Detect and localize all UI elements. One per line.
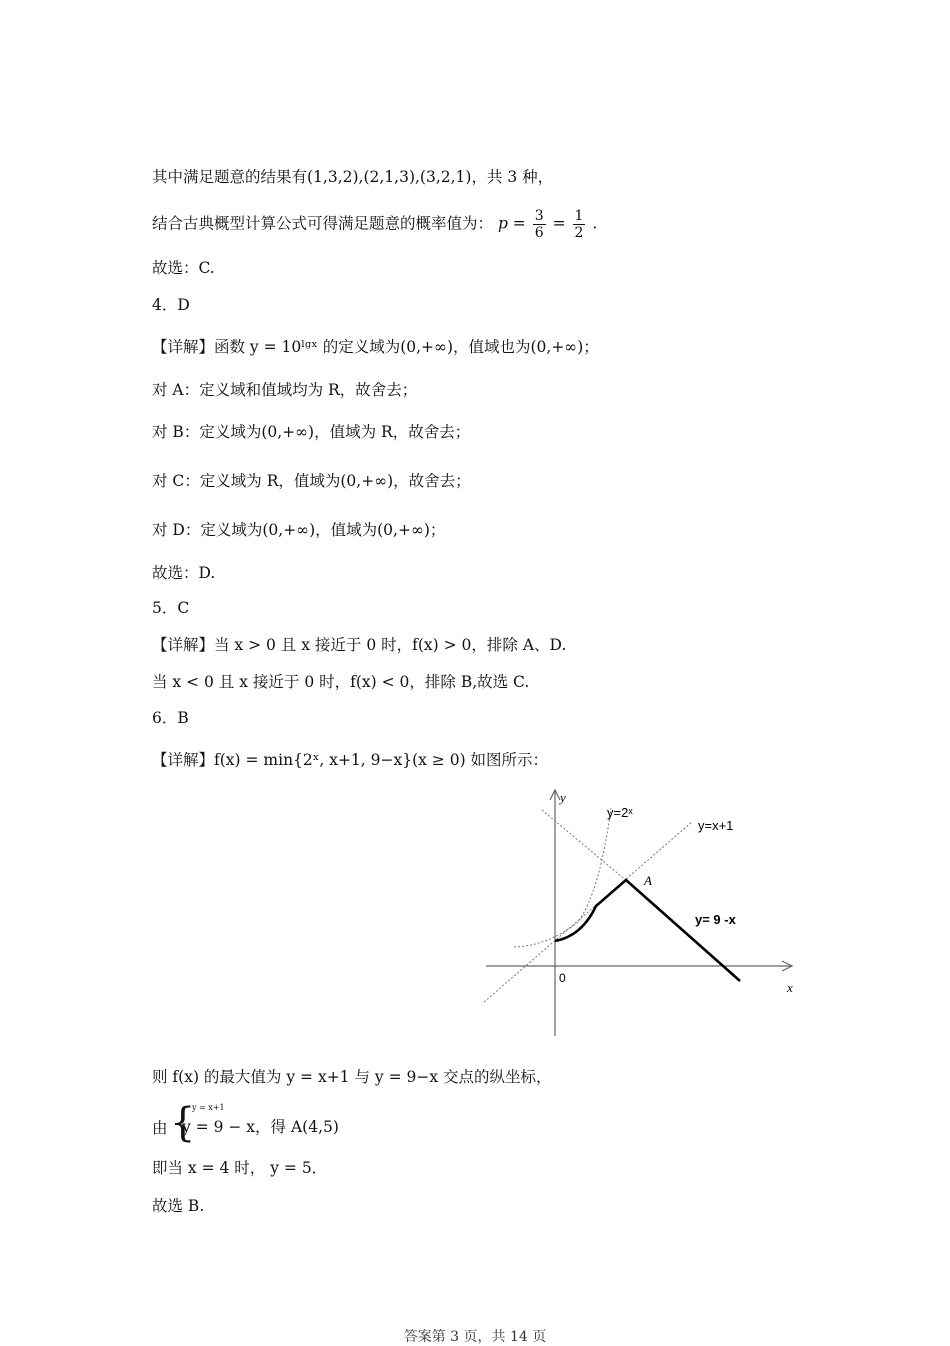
system-equation-top: y = x+1 (192, 1103, 225, 1112)
label-point-a: A (644, 873, 652, 888)
equals-sign: = (552, 214, 566, 233)
label-exponential: y=2ˣ (607, 805, 633, 820)
question-6-heading: 6．B (152, 709, 189, 727)
system-lead: 由 (152, 1119, 168, 1137)
text-line-detail-5b: 当 x < 0 且 x 接近于 0 时，f(x) < 0，排除 B,故选 C. (152, 673, 530, 691)
fraction-3-6 (533, 208, 546, 241)
label-x-axis: x (787, 980, 793, 995)
probability-text: 结合古典概型计算公式可得满足题意的概率值为： (152, 214, 494, 233)
fraction-1-2 (573, 208, 586, 241)
fraction-denominator: 6 (534, 225, 544, 241)
text-line-detail-4: 【详解】函数 y = 10ˡᵍˣ 的定义域为(0,+∞)，值域也为(0,+∞)； (152, 338, 599, 356)
text-line-probability (152, 208, 597, 241)
function-graph (478, 786, 798, 1042)
text-line-option-c: 对 C：定义域为 R，值域为(0,+∞)，故舍去； (152, 472, 471, 490)
page-footer: 答案第 3 页，共 14 页 (403, 1329, 547, 1345)
text-line-answer-d: 故选：D. (152, 564, 216, 582)
fraction-numerator: 1 (574, 208, 584, 224)
label-9-minus-x: y= 9 -x (695, 912, 736, 927)
text-line-answer-b: 故选 B. (152, 1197, 205, 1215)
fraction-numerator: 3 (534, 208, 544, 224)
text-line-option-a: 对 A：定义域和值域均为 R，故舍去； (152, 381, 418, 399)
label-x-plus-1: y=x+1 (698, 818, 734, 833)
left-brace-icon: { (170, 1100, 196, 1146)
question-5-heading: 5．C (152, 599, 190, 617)
text-line-max-value: 则 f(x) 的最大值为 y = x+1 与 y = 9−x 交点的纵坐标， (152, 1068, 552, 1086)
text-line-when-x-4: 即当 x = 4 时， y = 5． (152, 1159, 328, 1177)
text-line-answer-c: 故选：C. (152, 259, 215, 277)
text-line-detail-6: 【详解】f(x) = min{2ˣ, x+1, 9−x}(x ≥ 0) 如图所示： (152, 751, 549, 769)
probability-p: p = (497, 214, 526, 233)
text-line-detail-5a: 【详解】当 x > 0 且 x 接近于 0 时，f(x) > 0，排除 A、D. (152, 636, 567, 654)
text-line-option-d: 对 D：定义域为(0,+∞)，值域为(0,+∞)； (152, 521, 446, 539)
text-line-results: 其中满足题意的结果有(1,3,2),(2,1,3),(3,2,1)，共 3 种， (152, 168, 554, 186)
system-equation-bottom: y = 9 − x，得 A(4,5) (182, 1118, 339, 1136)
label-origin: 0 (559, 971, 566, 985)
question-4-heading: 4．D (152, 296, 190, 314)
fraction-denominator: 2 (574, 225, 584, 241)
period: . (592, 214, 598, 233)
text-line-option-b: 对 B：定义域为(0,+∞)，值域为 R，故舍去； (152, 423, 471, 441)
label-y-axis: y (560, 790, 566, 805)
curve-exponential (514, 808, 611, 947)
